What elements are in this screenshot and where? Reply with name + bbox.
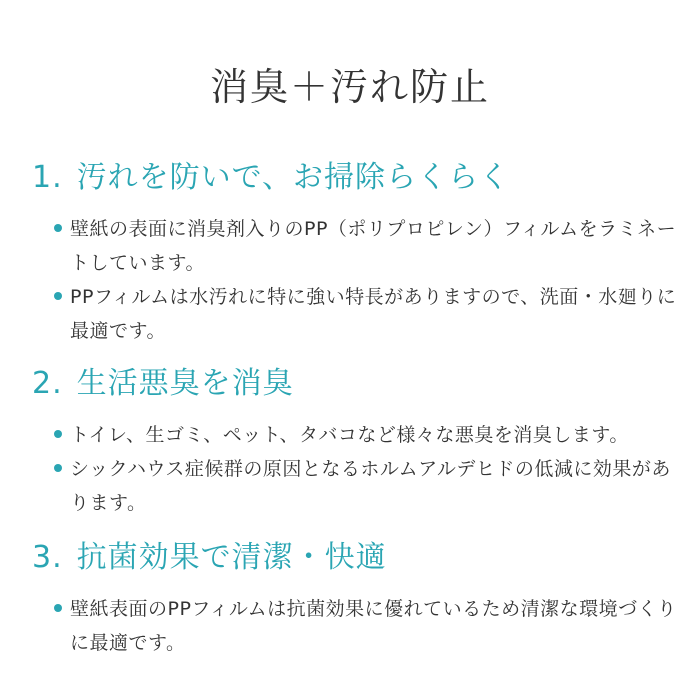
- section-heading-text: 生活悪臭を消臭: [76, 366, 294, 401]
- bullet-dot-icon: [54, 292, 62, 300]
- list-item-text: PPフィルムは水汚れに特に強い特長がありますので、洗面・水廻りに最適です。: [70, 286, 677, 342]
- bullet-dot-icon: [54, 430, 62, 438]
- list-item-text: 壁紙の表面に消臭剤入りのPP（ポリプロピレン）フィルムをラミネートしています。: [70, 218, 677, 274]
- list-item-text: シックハウス症候群の原因となるホルムアルデヒドの低減に効果があります。: [70, 458, 671, 514]
- page-title: 消臭＋汚れ防止: [209, 65, 490, 109]
- bullet-dot-icon: [54, 224, 62, 232]
- list-item: [52, 418, 682, 452]
- section-heading-3: [32, 538, 387, 578]
- section-heading-text: 抗菌効果で清潔・快適: [76, 540, 387, 575]
- section-heading-text: 汚れを防いで、お掃除らくらく: [76, 160, 511, 195]
- list-item: [52, 592, 682, 660]
- section-heading-1: [32, 158, 510, 198]
- list-item: [52, 452, 682, 520]
- list-item-text: 壁紙表面のPPフィルムは抗菌効果に優れているため清潔な環境づくりに最適です。: [70, 598, 677, 654]
- bullet-dot-icon: [54, 604, 62, 612]
- section-number: 3.: [32, 540, 63, 575]
- list-item: [52, 212, 682, 280]
- section-heading-2: [32, 364, 294, 404]
- section-number: 1.: [32, 160, 63, 195]
- list-item-text: トイレ、生ゴミ、ペット、タバコなど様々な悪臭を消臭します。: [70, 424, 629, 446]
- section-number: 2.: [32, 366, 63, 401]
- list-item: [52, 280, 682, 348]
- bullet-dot-icon: [54, 464, 62, 472]
